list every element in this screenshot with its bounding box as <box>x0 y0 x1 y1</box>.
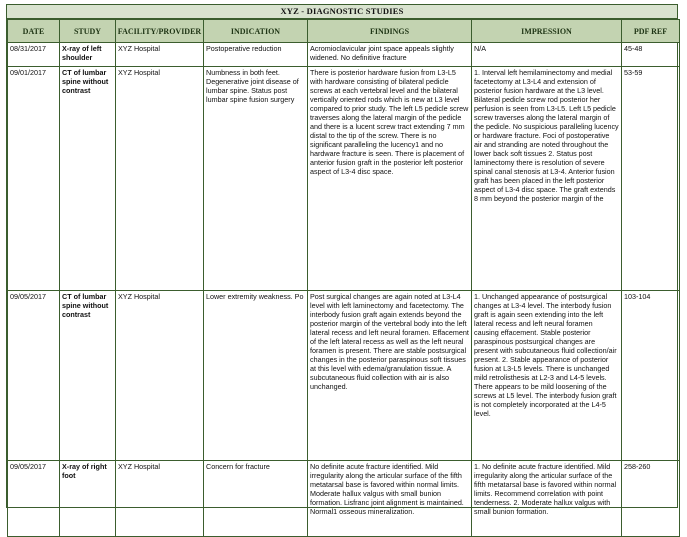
col-header-pdf-ref: PDF REF <box>622 20 680 43</box>
study-cell: X-ray of right foot <box>60 461 116 537</box>
findings-text: No definite acute fracture identified. Mild irregularity along the articular surface of the fifth metatarsal base is favored within normal limits. Moderate hallux valgus with small bunion formation. Lisfranc joint alignment is maintained. Normal1 osseous mineralization. <box>310 462 464 516</box>
table-row <box>8 43 680 67</box>
date-cell: 09/05/2017 <box>8 291 60 461</box>
table-row <box>8 67 680 291</box>
impression-cell: N/A <box>472 43 622 67</box>
col-header-facility: FACILITY/PROVIDER <box>116 20 204 43</box>
pdf-ref-cell: 53-59 <box>622 67 680 291</box>
col-header-date: DATE <box>8 20 60 43</box>
impression-text: 1. No definite acute fracture identified. Mild irregularity along the articular surface of the fifth metatarsal base is favored within normal limits. Recommend correlation with point tenderness. 2. Moderate hallux valgus with small bunion formation. <box>474 462 617 516</box>
findings-cell <box>308 291 472 461</box>
findings-cell <box>308 67 472 291</box>
indication-cell: Lower extremity weakness. Po <box>204 291 308 461</box>
study-cell: CT of lumbar spine without contrast <box>60 67 116 291</box>
pdf-ref-cell: 103-104 <box>622 291 680 461</box>
impression-text: 1. Unchanged appearance of postsurgical changes at L3-4 level. The interbody fusion graft is again seen extending into the left lateral recess and left neural foramen causing effacement. Stable posterior paraspinous postsurgical changes are present with subcutaneous fluid collection/air present. 2. Stable appearance of posterior fusion at L3-L5 levels. There is unchanged mild retrolisthesis at L2-3 and L4-5 levels. There appears to be mild loosening of the screws at L5 level. The interbody fusion graft is not completely incorporated at the L4-5 level. <box>474 292 617 418</box>
col-header-impression: IMPRESSION <box>472 20 622 43</box>
facility-cell: XYZ Hospital <box>116 291 204 461</box>
date-cell: 09/01/2017 <box>8 67 60 291</box>
study-cell: CT of lumbar spine without contrast <box>60 291 116 461</box>
pdf-ref-cell: 45-48 <box>622 43 680 67</box>
indication-cell: Concern for fracture <box>204 461 308 537</box>
document-title: XYZ - DIAGNOSTIC STUDIES <box>7 5 677 19</box>
facility-cell: XYZ Hospital <box>116 67 204 291</box>
facility-cell: XYZ Hospital <box>116 461 204 537</box>
impression-text: 1. Interval left hemilaminectomy and medial facetectomy at L3-L4 and extension of posterior fusion hardware at the L3 level. Bilateral pedicle screw rod posterior her perfusion is seen from L3-L5. Left L5 pedicle screw traverses along the lateral margin of the pedicle. No suspicious paralleling lucency or hardware fracture. Foci of postoperative air and stranding are noted throughout the lower back soft tissues 2. Status post laminectomy there is resolution of severe spinal canal stenosis at L3-4. Anterior fusion graft has been placed in the left posterior aspect of L3-4 disc space. The graft extends 8 mm beyond the posterior margin of the <box>474 68 619 203</box>
findings-cell <box>308 461 472 537</box>
table-row <box>8 291 680 461</box>
impression-cell <box>472 461 622 537</box>
col-header-indication: INDICATION <box>204 20 308 43</box>
date-cell: 09/05/2017 <box>8 461 60 537</box>
col-header-study: STUDY <box>60 20 116 43</box>
indication-cell: Postoperative reduction <box>204 43 308 67</box>
date-cell: 08/31/2017 <box>8 43 60 67</box>
impression-cell <box>472 291 622 461</box>
indication-cell: Numbness in both feet. Degenerative joint disease of lumbar spine. Status post lumbar spine fusion surgery <box>204 67 308 291</box>
findings-text: There is posterior hardware fusion from L3-L5 with hardware consisting of bilateral pedicle screws at each vertebral level and the bilateral vertically oriented rods which is new at L3 level compared to prior study. The left L5 pedicle screw traverses along the lateral margin of the pedicle and there is a lucent screw tract extending 7 mm distal to the tip of the screw. There is no significant paralleling the lucency1 and no hardware fracture is seen. There is placement of anterior fusion graft in the posterior left posterior aspect of L3-4 disc space. <box>310 68 469 176</box>
findings-cell: Acromioclavicular joint space appeals slightly widened. No definitive fracture <box>308 43 472 67</box>
col-header-findings: FINDINGS <box>308 20 472 43</box>
header-row <box>8 20 680 43</box>
study-cell: X-ray of left shoulder <box>60 43 116 67</box>
diagnostic-studies-sheet <box>6 4 678 516</box>
pdf-ref-cell: 258-260 <box>622 461 680 537</box>
table-row <box>8 461 680 537</box>
impression-cell <box>472 67 622 291</box>
findings-text: Post surgical changes are again noted at L3-L4 level with left laminectomy and facetectomy. The interbody fusion graft again extends beyond the posterior margin of the vertebral body into the left lateral recess and left neural foramen. Effacement of the left lateral recess as well as the left neural foramen is present. There are stable postsurgical changes in the posterior paraspinous soft tissues at this level with edema/granulation tissue. A subcutaneous fluid collection with air is also unchanged. <box>310 292 469 391</box>
facility-cell: XYZ Hospital <box>116 43 204 67</box>
studies-table <box>7 19 680 537</box>
